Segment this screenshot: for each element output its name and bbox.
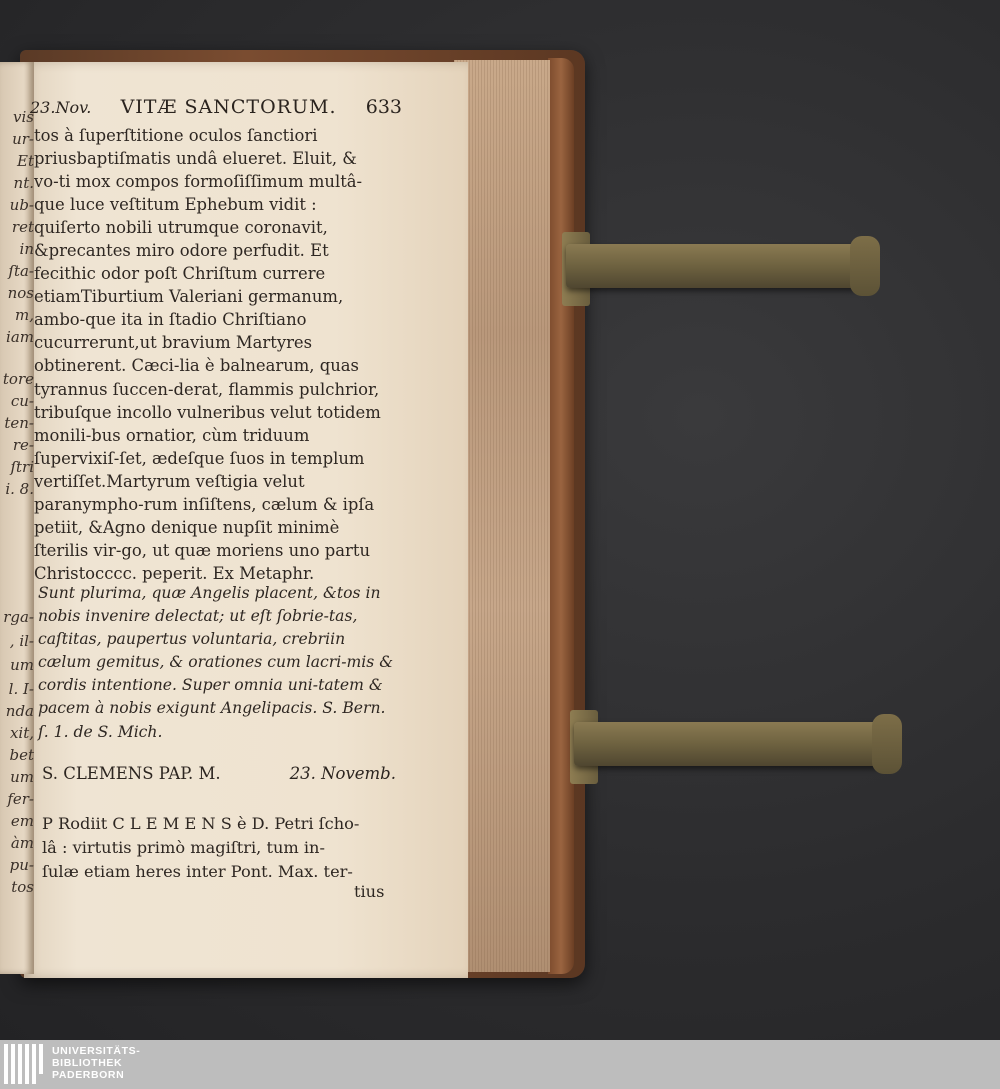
page-block-edge <box>454 60 550 972</box>
margin-fragment: ur- <box>12 130 34 148</box>
margin-fragment: ten- <box>4 414 34 432</box>
text-line: go, ut quæ moriens uno partu Christo <box>34 540 371 583</box>
margin-fragment: vis <box>13 108 34 126</box>
quote-line: mis & cordis intentione. Super omnia uni- <box>38 653 394 695</box>
header-title: VITÆ SANCTORUM. <box>120 96 337 118</box>
library-logo-icon <box>4 1044 44 1084</box>
quote-line: pacis. S. Bern. ſ. 1. de S. Mich. <box>38 699 386 741</box>
margin-fragment: um <box>10 768 34 786</box>
quote-line: tatem & pacem à nobis exigunt Angeli <box>38 676 383 718</box>
text-line: rum inſiſtens, cælum & ipſa petiit, & <box>34 494 375 537</box>
margin-fragment: pu- <box>9 856 34 874</box>
margin-fragment: bet <box>9 746 34 764</box>
margin-fragment: àm <box>10 834 34 852</box>
section-title: S. CLEMENS PAP. M. <box>42 764 221 783</box>
margin-fragment: um <box>10 656 34 674</box>
margin-fragment: cu- <box>10 392 34 410</box>
text-line: ut bravium Martyres obtinerent. Cæci- <box>34 333 313 376</box>
clasp-bottom <box>574 722 884 766</box>
left-page-edge <box>0 62 34 974</box>
header-date: 23.Nov. <box>30 98 92 117</box>
clemens-line: P Rodiit C L E M E N S è D. Petri ſcho- <box>42 814 360 833</box>
text-line: ſet, ædeſque ſuos in templum vertiſſet. <box>34 448 365 491</box>
logo-line-3: PADERBORN <box>52 1069 125 1081</box>
margin-fragment: l. I- <box>8 680 34 698</box>
text-line: derat, flammis pulchrior, tribuſque in <box>34 379 380 422</box>
clemens-line: lâ : virtutis primò magiſtri, tum in- <box>42 838 325 857</box>
footer-bar <box>0 1040 1000 1089</box>
text-line: que ita in ſtadio Chriſtiano cucurrerunt, <box>34 310 307 353</box>
clemens-line: ſulæ etiam heres inter Pont. Max. ter- <box>42 862 353 881</box>
text-line: ſerto nobili utrumque coronavit, & <box>34 218 328 261</box>
margin-fragment: fer- <box>7 790 34 808</box>
margin-fragment: i. 8. <box>5 480 34 498</box>
logo-line-1: UNIVERSITÄTS- <box>52 1045 141 1057</box>
text-line: baptiſmatis undâ elueret. Eluit, & vo- <box>34 149 357 192</box>
text-line: hic odor poſt Chriſtum currere etiam <box>34 264 326 307</box>
margin-fragment: ub- <box>9 196 34 214</box>
clemens-text <box>42 812 400 884</box>
section-date: 23. Novemb. <box>289 764 396 783</box>
text-line: Agno denique nupſit minimè ſterilis vir- <box>34 517 340 560</box>
margin-fragment: xit, <box>9 724 34 742</box>
text-line: tos à ſuperſtitione oculos ſanctiori prius <box>34 126 318 169</box>
margin-fragment: nos <box>7 284 34 302</box>
text-line: Martyrum veſtigia velut paranympho- <box>34 471 305 514</box>
page-number: 633 <box>365 96 402 118</box>
section-heading <box>42 764 396 783</box>
running-header <box>30 96 402 122</box>
quote-line: Sunt plurima, quæ Angelis placent, & <box>38 584 337 602</box>
margin-fragment: rga- <box>3 608 34 626</box>
margin-fragment: ſta- <box>8 262 34 280</box>
quote-line: tos in nobis invenire delectat; ut eſt ſobrie- <box>38 584 381 626</box>
margin-fragment: in <box>19 240 34 258</box>
cover-fore-edge <box>548 58 574 974</box>
margin-fragment: re- <box>12 436 34 454</box>
margin-fragment: ſtri <box>10 458 34 476</box>
body-text <box>34 124 382 585</box>
text-line: cccc. peperit. Ex Metaphr. <box>95 563 315 583</box>
logo-line-2: BIBLIOTHEK <box>52 1057 123 1069</box>
margin-fragment: tore <box>2 370 34 388</box>
margin-fragment: , il- <box>9 632 34 650</box>
margin-fragment: tos <box>11 878 34 896</box>
margin-fragment: nt. <box>13 174 34 192</box>
margin-fragment: ret <box>11 218 34 236</box>
margin-fragment: Et <box>17 152 34 170</box>
margin-fragment: nda <box>5 702 34 720</box>
text-line: collo vulneribus velut totidem monili- <box>34 402 381 445</box>
text-line: que luce veſtitum Ephebum vidit : qui <box>34 195 317 238</box>
text-line: precantes miro odore perfudit. Et fecit <box>34 241 329 284</box>
margin-fragment: em <box>10 812 34 830</box>
text-line: lia è balnearum, quas tyrannus ſuccen- <box>34 356 359 399</box>
text-line: ti mox compos formoſiſſimum multâ- <box>58 172 363 192</box>
clasp-top <box>566 244 862 288</box>
quote-line: tas, caſtitas, paupertus voluntaria, crebri <box>38 607 358 649</box>
library-logo-text <box>52 1045 140 1081</box>
quote-line: in cælum gemitus, & orationes cum lacri- <box>38 630 347 672</box>
italic-quote <box>38 582 396 744</box>
margin-fragment: iam <box>6 328 34 346</box>
text-line: bus ornatior, cùm triduum ſupervixiſ- <box>34 425 310 468</box>
catchword: tius <box>354 882 385 901</box>
margin-fragment: m, <box>15 306 34 324</box>
text-line: Tiburtium Valeriani germanum, ambo- <box>34 287 344 330</box>
